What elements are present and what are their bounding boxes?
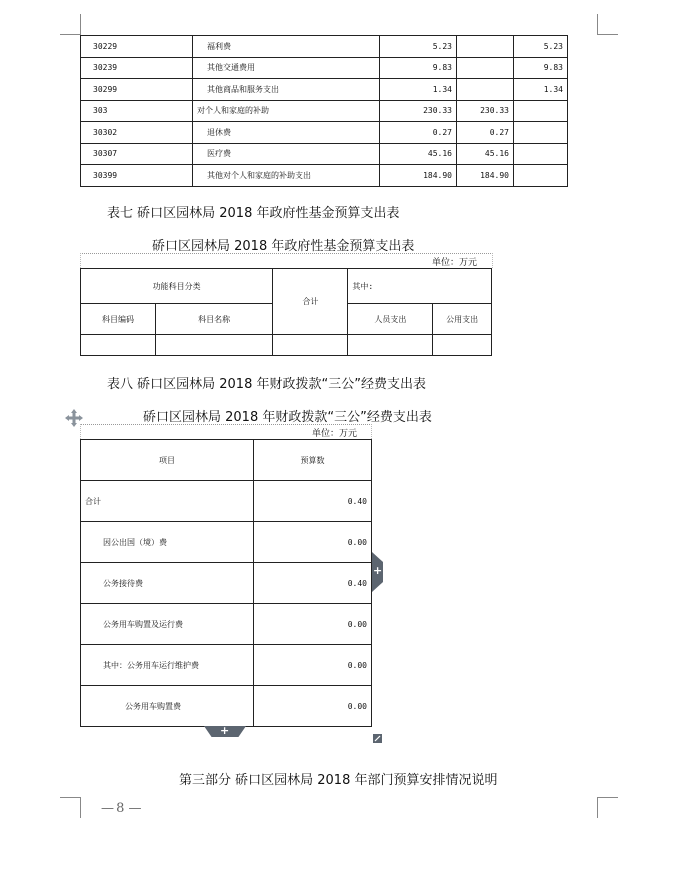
footer-page-number: — 8 — <box>101 801 142 816</box>
table8-row <box>81 645 372 686</box>
table6-total: 0.27 <box>380 122 457 144</box>
table7-header-of-which: 其中: <box>348 269 492 304</box>
table7-header-name: 科目名称 <box>156 304 273 335</box>
part3-heading: 第三部分 硚口区园林局 2018 年部门预算安排情况说明 <box>179 773 498 788</box>
table8-unit: 单位：万元 <box>312 429 358 439</box>
table6-public <box>514 165 568 187</box>
table6-name: 医疗费 <box>193 143 380 165</box>
table8-row <box>81 481 372 522</box>
table6-personnel <box>457 57 514 79</box>
table8-value: 0.00 <box>254 522 372 563</box>
table7-header-code: 科目编码 <box>81 304 156 335</box>
table8-item: 公务接待费 <box>81 563 254 604</box>
table8-item: 其中：公务用车运行维护费 <box>81 645 254 686</box>
table6-name: 其他商品和服务支出 <box>193 79 380 101</box>
table7-caption: 表七 硚口区园林局 2018 年政府性基金预算支出表 <box>107 206 400 221</box>
table6-personnel: 184.90 <box>457 165 514 187</box>
table6-row <box>81 143 568 165</box>
table6-public: 1.34 <box>514 79 568 101</box>
table6-code: 30307 <box>81 143 193 165</box>
page-number: 8 <box>116 801 125 816</box>
table8-value: 0.00 <box>254 604 372 645</box>
table7-header-total: 合计 <box>273 269 348 335</box>
table7-header-personnel: 人员支出 <box>348 304 433 335</box>
table6-personnel <box>457 36 514 58</box>
table6-personnel <box>457 79 514 101</box>
plus-icon[interactable]: + <box>220 724 230 737</box>
table6-code: 303 <box>81 100 193 122</box>
table6-public: 5.23 <box>514 36 568 58</box>
table7-unit: 单位：万元 <box>432 258 478 268</box>
table8-item: 因公出国（境）费 <box>81 522 254 563</box>
table8-item: 公务用车购置及运行费 <box>81 604 254 645</box>
table8-row <box>81 604 372 645</box>
table7-empty-cell[interactable] <box>273 335 348 356</box>
table6-name: 其他交通费用 <box>193 57 380 79</box>
table6-row <box>81 36 568 58</box>
table7-header-category: 功能科目分类 <box>81 269 273 304</box>
table6-row <box>81 79 568 101</box>
table8 <box>80 439 372 727</box>
table6-name: 退休费 <box>193 122 380 144</box>
table8-title: 硚口区园林局 2018 年财政拨款“三公”经费支出表 <box>143 410 432 425</box>
table6-name: 对个人和家庭的补助 <box>193 100 380 122</box>
table6-name: 福利费 <box>193 36 380 58</box>
table7-empty-cell[interactable] <box>156 335 273 356</box>
table6-personnel: 45.16 <box>457 143 514 165</box>
table8-value: 0.40 <box>254 563 372 604</box>
table7-empty-cell[interactable] <box>433 335 492 356</box>
table6-code: 30302 <box>81 122 193 144</box>
table8-header-budget: 预算数 <box>254 440 372 481</box>
crop-mark-bottom-right <box>597 797 618 818</box>
table6-total: 184.90 <box>380 165 457 187</box>
table8-value: 0.40 <box>254 481 372 522</box>
table6-personnel: 230.33 <box>457 100 514 122</box>
table6-total: 5.23 <box>380 36 457 58</box>
table6-name: 其他对个人和家庭的补助支出 <box>193 165 380 187</box>
table6-code: 30239 <box>81 57 193 79</box>
table6-row <box>81 57 568 79</box>
table8-item: 合计 <box>81 481 254 522</box>
table6-total: 1.34 <box>380 79 457 101</box>
plus-icon[interactable]: + <box>373 564 383 577</box>
table6-public <box>514 122 568 144</box>
table6-public <box>514 100 568 122</box>
crop-mark-top-right <box>597 14 618 35</box>
table6-code: 30299 <box>81 79 193 101</box>
table8-caption: 表八 硚口区园林局 2018 年财政拨款“三公”经费支出表 <box>107 377 426 392</box>
crop-mark-bottom-left <box>60 797 81 818</box>
table6-total: 9.83 <box>380 57 457 79</box>
table8-row <box>81 522 372 563</box>
table6-code: 30399 <box>81 165 193 187</box>
table6-total: 45.16 <box>380 143 457 165</box>
table7 <box>80 268 492 356</box>
table6-row <box>81 122 568 144</box>
crop-mark-top-left <box>60 14 81 35</box>
table6-public <box>514 143 568 165</box>
table6-personnel: 0.27 <box>457 122 514 144</box>
table8-row <box>81 563 372 604</box>
table8-item: 公务用车购置费 <box>81 686 254 727</box>
table6-row <box>81 165 568 187</box>
table8-value: 0.00 <box>254 645 372 686</box>
table6-continuation <box>80 35 568 187</box>
table7-header-public: 公用支出 <box>433 304 492 335</box>
table6-total: 230.33 <box>380 100 457 122</box>
resize-icon[interactable] <box>373 728 382 737</box>
table7-title: 硚口区园林局 2018 年政府性基金预算支出表 <box>152 239 415 254</box>
table7-empty-cell[interactable] <box>81 335 156 356</box>
table8-header-item: 项目 <box>81 440 254 481</box>
table8-row <box>81 686 372 727</box>
table6-row <box>81 100 568 122</box>
table7-empty-cell[interactable] <box>348 335 433 356</box>
table8-value: 0.00 <box>254 686 372 727</box>
table6-code: 30229 <box>81 36 193 58</box>
table6-public: 9.83 <box>514 57 568 79</box>
